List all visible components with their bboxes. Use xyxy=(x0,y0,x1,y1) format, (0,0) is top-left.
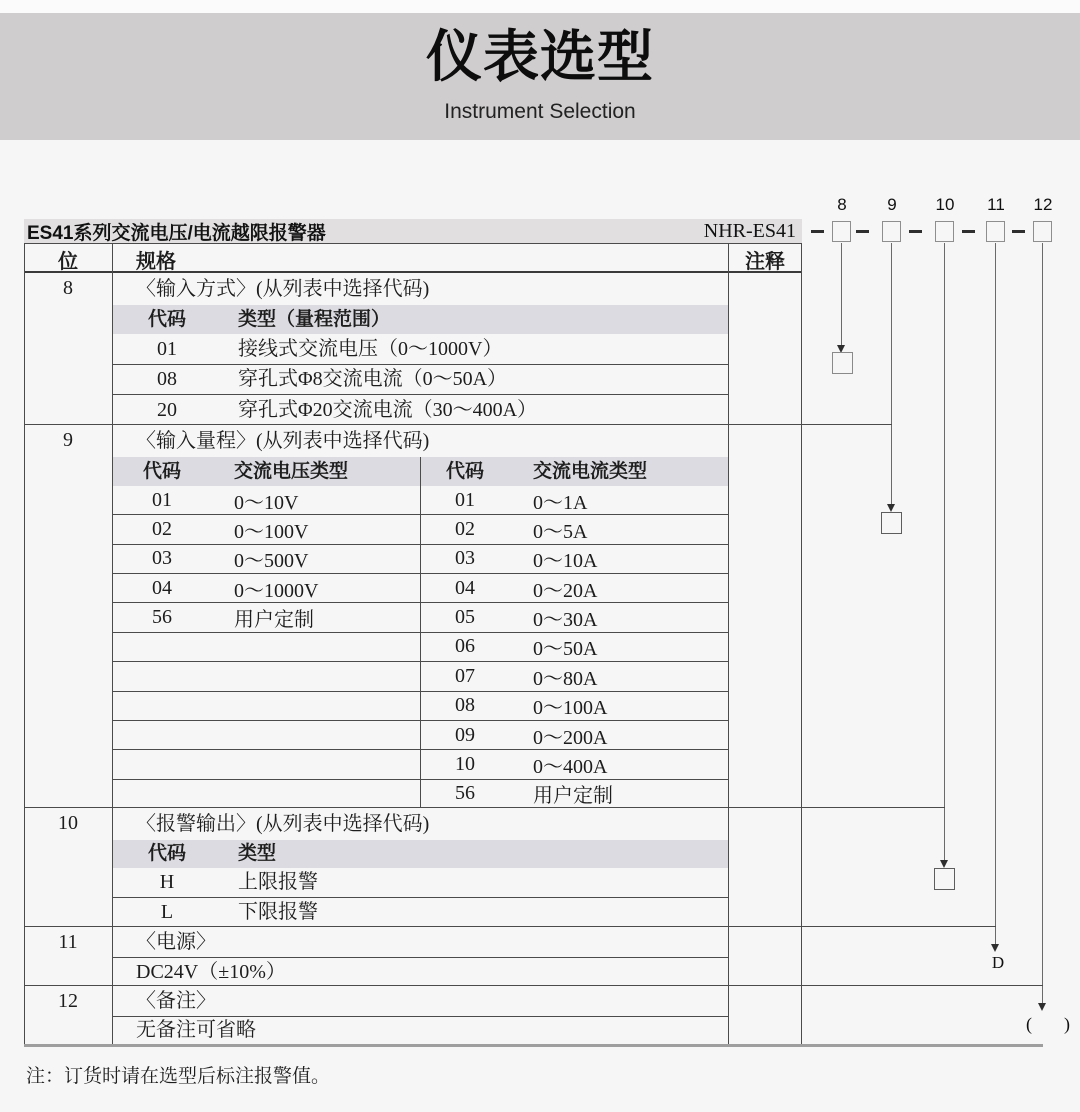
code-box-9 xyxy=(882,221,901,242)
option-label: 0～30A xyxy=(533,609,598,632)
row-12-header: 〈备注〉 xyxy=(136,990,216,1012)
option-label: 0～10A xyxy=(533,550,598,573)
top-margin-strip xyxy=(0,0,1080,13)
row-9-half-divider xyxy=(420,457,421,808)
option-label: 下限报警 xyxy=(238,901,318,923)
subheader-current-type: 交流电流类型 xyxy=(533,461,648,482)
row-10-header: 〈报警输出〉(从列表中选择代码) xyxy=(136,813,430,835)
option-label: 0～10V xyxy=(234,491,299,514)
option-code: 01 xyxy=(152,488,172,511)
connector-line-11 xyxy=(995,243,996,945)
option-row xyxy=(112,897,728,927)
option-label: 用户定制 xyxy=(234,609,314,632)
remark-value: 无备注可省略 xyxy=(136,1019,256,1041)
option-label: 穿孔式Φ20交流电流（30～400A） xyxy=(238,399,538,421)
option-code: 08 xyxy=(455,694,475,717)
pos-column-divider xyxy=(112,244,113,1044)
bottom-border-extension xyxy=(801,1044,1043,1047)
option-label: 用户定制 xyxy=(533,785,613,808)
position-cell-11: 11 xyxy=(58,931,78,953)
subheader-code: 代码 xyxy=(147,309,186,330)
digit-label-11: 11 xyxy=(987,195,1005,214)
code-box-8 xyxy=(832,221,851,242)
option-row xyxy=(112,334,728,364)
power-supply-value: DC24V（±10%） xyxy=(136,961,286,983)
banner-subtitle: Instrument Selection xyxy=(444,100,636,123)
model-code: NHR-ES41 xyxy=(703,219,796,242)
spec-cell-8 xyxy=(112,273,728,424)
dash-separator xyxy=(856,230,869,233)
row-10-options xyxy=(112,868,728,927)
option-label: 0～100A xyxy=(533,697,608,720)
page-banner xyxy=(0,13,1080,140)
row-10-boundary-extension xyxy=(801,926,996,927)
power-code-label: D xyxy=(991,953,1005,972)
row-11-value-row xyxy=(112,957,728,986)
option-label: 0～1000V xyxy=(234,579,319,602)
table-title: ES41系列交流电压/电流越限报警器 xyxy=(27,222,326,244)
option-label: 0～500V xyxy=(234,550,309,573)
option-label: 0～20A xyxy=(533,579,598,602)
arrow-down-icon xyxy=(991,944,999,952)
option-code: 01 xyxy=(455,488,475,511)
dash-separator xyxy=(811,230,824,233)
position-cell-10: 10 xyxy=(58,812,78,834)
row-8-boundary-extension xyxy=(801,424,892,425)
position-cell-9: 9 xyxy=(63,429,73,451)
option-label: 0～100V xyxy=(234,521,309,544)
subheader-code-left: 代码 xyxy=(142,461,181,482)
note-column-divider xyxy=(728,244,729,1044)
connector-line-8 xyxy=(841,243,842,346)
code-box-11 xyxy=(986,221,1005,242)
table-title-band xyxy=(24,219,802,243)
digit-label-9: 9 xyxy=(887,195,897,214)
table-right-border xyxy=(801,244,802,1044)
arrow-down-icon xyxy=(887,504,895,512)
option-code: 56 xyxy=(455,782,475,805)
option-row xyxy=(112,868,728,897)
remark-code-label: ( ) xyxy=(1026,1014,1077,1034)
option-code: 07 xyxy=(455,664,475,687)
digit-label-8: 8 xyxy=(837,195,847,214)
table-bottom-border xyxy=(24,1044,802,1047)
option-label: 0～1A xyxy=(533,491,588,514)
option-code: 04 xyxy=(152,576,172,599)
answer-box-8 xyxy=(832,352,853,374)
option-label: 0～50A xyxy=(533,638,598,661)
table-row-8 xyxy=(24,273,802,425)
row-8-options xyxy=(112,334,728,425)
row-10-subheader-band xyxy=(112,840,728,868)
option-code: 56 xyxy=(152,606,172,629)
dash-separator xyxy=(962,230,975,233)
dash-separator xyxy=(909,230,922,233)
arrow-down-icon xyxy=(940,860,948,868)
option-code: 04 xyxy=(455,576,475,599)
digit-label-10: 10 xyxy=(935,195,955,214)
subheader-type: 类型 xyxy=(238,843,277,864)
option-label: 0～400A xyxy=(533,755,608,778)
option-code: 02 xyxy=(455,518,475,541)
option-code: H xyxy=(159,871,175,893)
spec-cell-9 xyxy=(112,425,728,807)
spec-cell-11 xyxy=(112,927,728,985)
row-8-header: 〈输入方式〉(从列表中选择代码) xyxy=(136,278,430,300)
option-row xyxy=(112,364,728,394)
row-11-header: 〈电源〉 xyxy=(136,931,216,953)
connector-line-9 xyxy=(891,243,892,505)
option-label: 0～80A xyxy=(533,667,598,690)
banner-title: 仪表选型 xyxy=(426,25,654,88)
option-code: 20 xyxy=(157,399,177,421)
row-12-value-row xyxy=(112,1016,728,1044)
column-header-row xyxy=(24,244,802,273)
connector-line-10 xyxy=(944,243,945,861)
table-row-12 xyxy=(24,986,802,1044)
option-code: 10 xyxy=(455,752,475,775)
table-row-10 xyxy=(24,808,802,927)
position-cell-8: 8 xyxy=(63,277,73,299)
option-label: 穿孔式Φ8交流电流（0～50A） xyxy=(238,368,508,390)
option-code: 03 xyxy=(152,547,172,570)
row-8-subheader-band xyxy=(112,305,728,334)
option-code: 05 xyxy=(455,606,475,629)
subheader-code-right: 代码 xyxy=(445,461,484,482)
option-code: 08 xyxy=(157,368,177,390)
option-label: 0～5A xyxy=(533,521,588,544)
subheader-type: 类型（量程范围） xyxy=(238,309,391,330)
option-label: 接线式交流电压（0～1000V） xyxy=(238,338,503,360)
table-row-9 xyxy=(24,425,802,808)
table-left-border xyxy=(24,244,25,1044)
subheader-code: 代码 xyxy=(147,843,186,864)
answer-box-10 xyxy=(934,868,955,890)
column-header-spec: 规格 xyxy=(136,251,176,273)
code-box-12 xyxy=(1033,221,1052,242)
spec-cell-10 xyxy=(112,808,728,926)
spec-cell-12 xyxy=(112,986,728,1044)
table-row-11 xyxy=(24,927,802,986)
option-row xyxy=(112,394,728,425)
footnote: 注：订货时请在选型后标注报警值。 xyxy=(26,1066,331,1087)
row-9-header: 〈输入量程〉(从列表中选择代码) xyxy=(136,430,430,452)
option-code: 03 xyxy=(455,547,475,570)
option-label: 0～200A xyxy=(533,726,608,749)
dash-separator xyxy=(1012,230,1025,233)
option-code: 01 xyxy=(157,338,177,360)
digit-label-12: 12 xyxy=(1033,195,1053,214)
subheader-voltage-type: 交流电压类型 xyxy=(234,461,349,482)
connector-line-12 xyxy=(1042,243,1043,1004)
row-11-boundary-extension xyxy=(801,985,1043,986)
selection-table xyxy=(24,219,802,1047)
row-9-boundary-extension xyxy=(801,807,945,808)
code-box-10 xyxy=(935,221,954,242)
option-code: 02 xyxy=(152,518,172,541)
position-cell-12: 12 xyxy=(58,990,78,1012)
option-code: 09 xyxy=(455,723,475,746)
column-header-note: 注释 xyxy=(745,251,785,273)
option-code: 06 xyxy=(455,635,475,658)
option-label: 上限报警 xyxy=(238,871,318,893)
answer-box-9 xyxy=(881,512,902,534)
column-header-pos: 位 xyxy=(58,251,78,273)
option-code: L xyxy=(160,901,174,923)
